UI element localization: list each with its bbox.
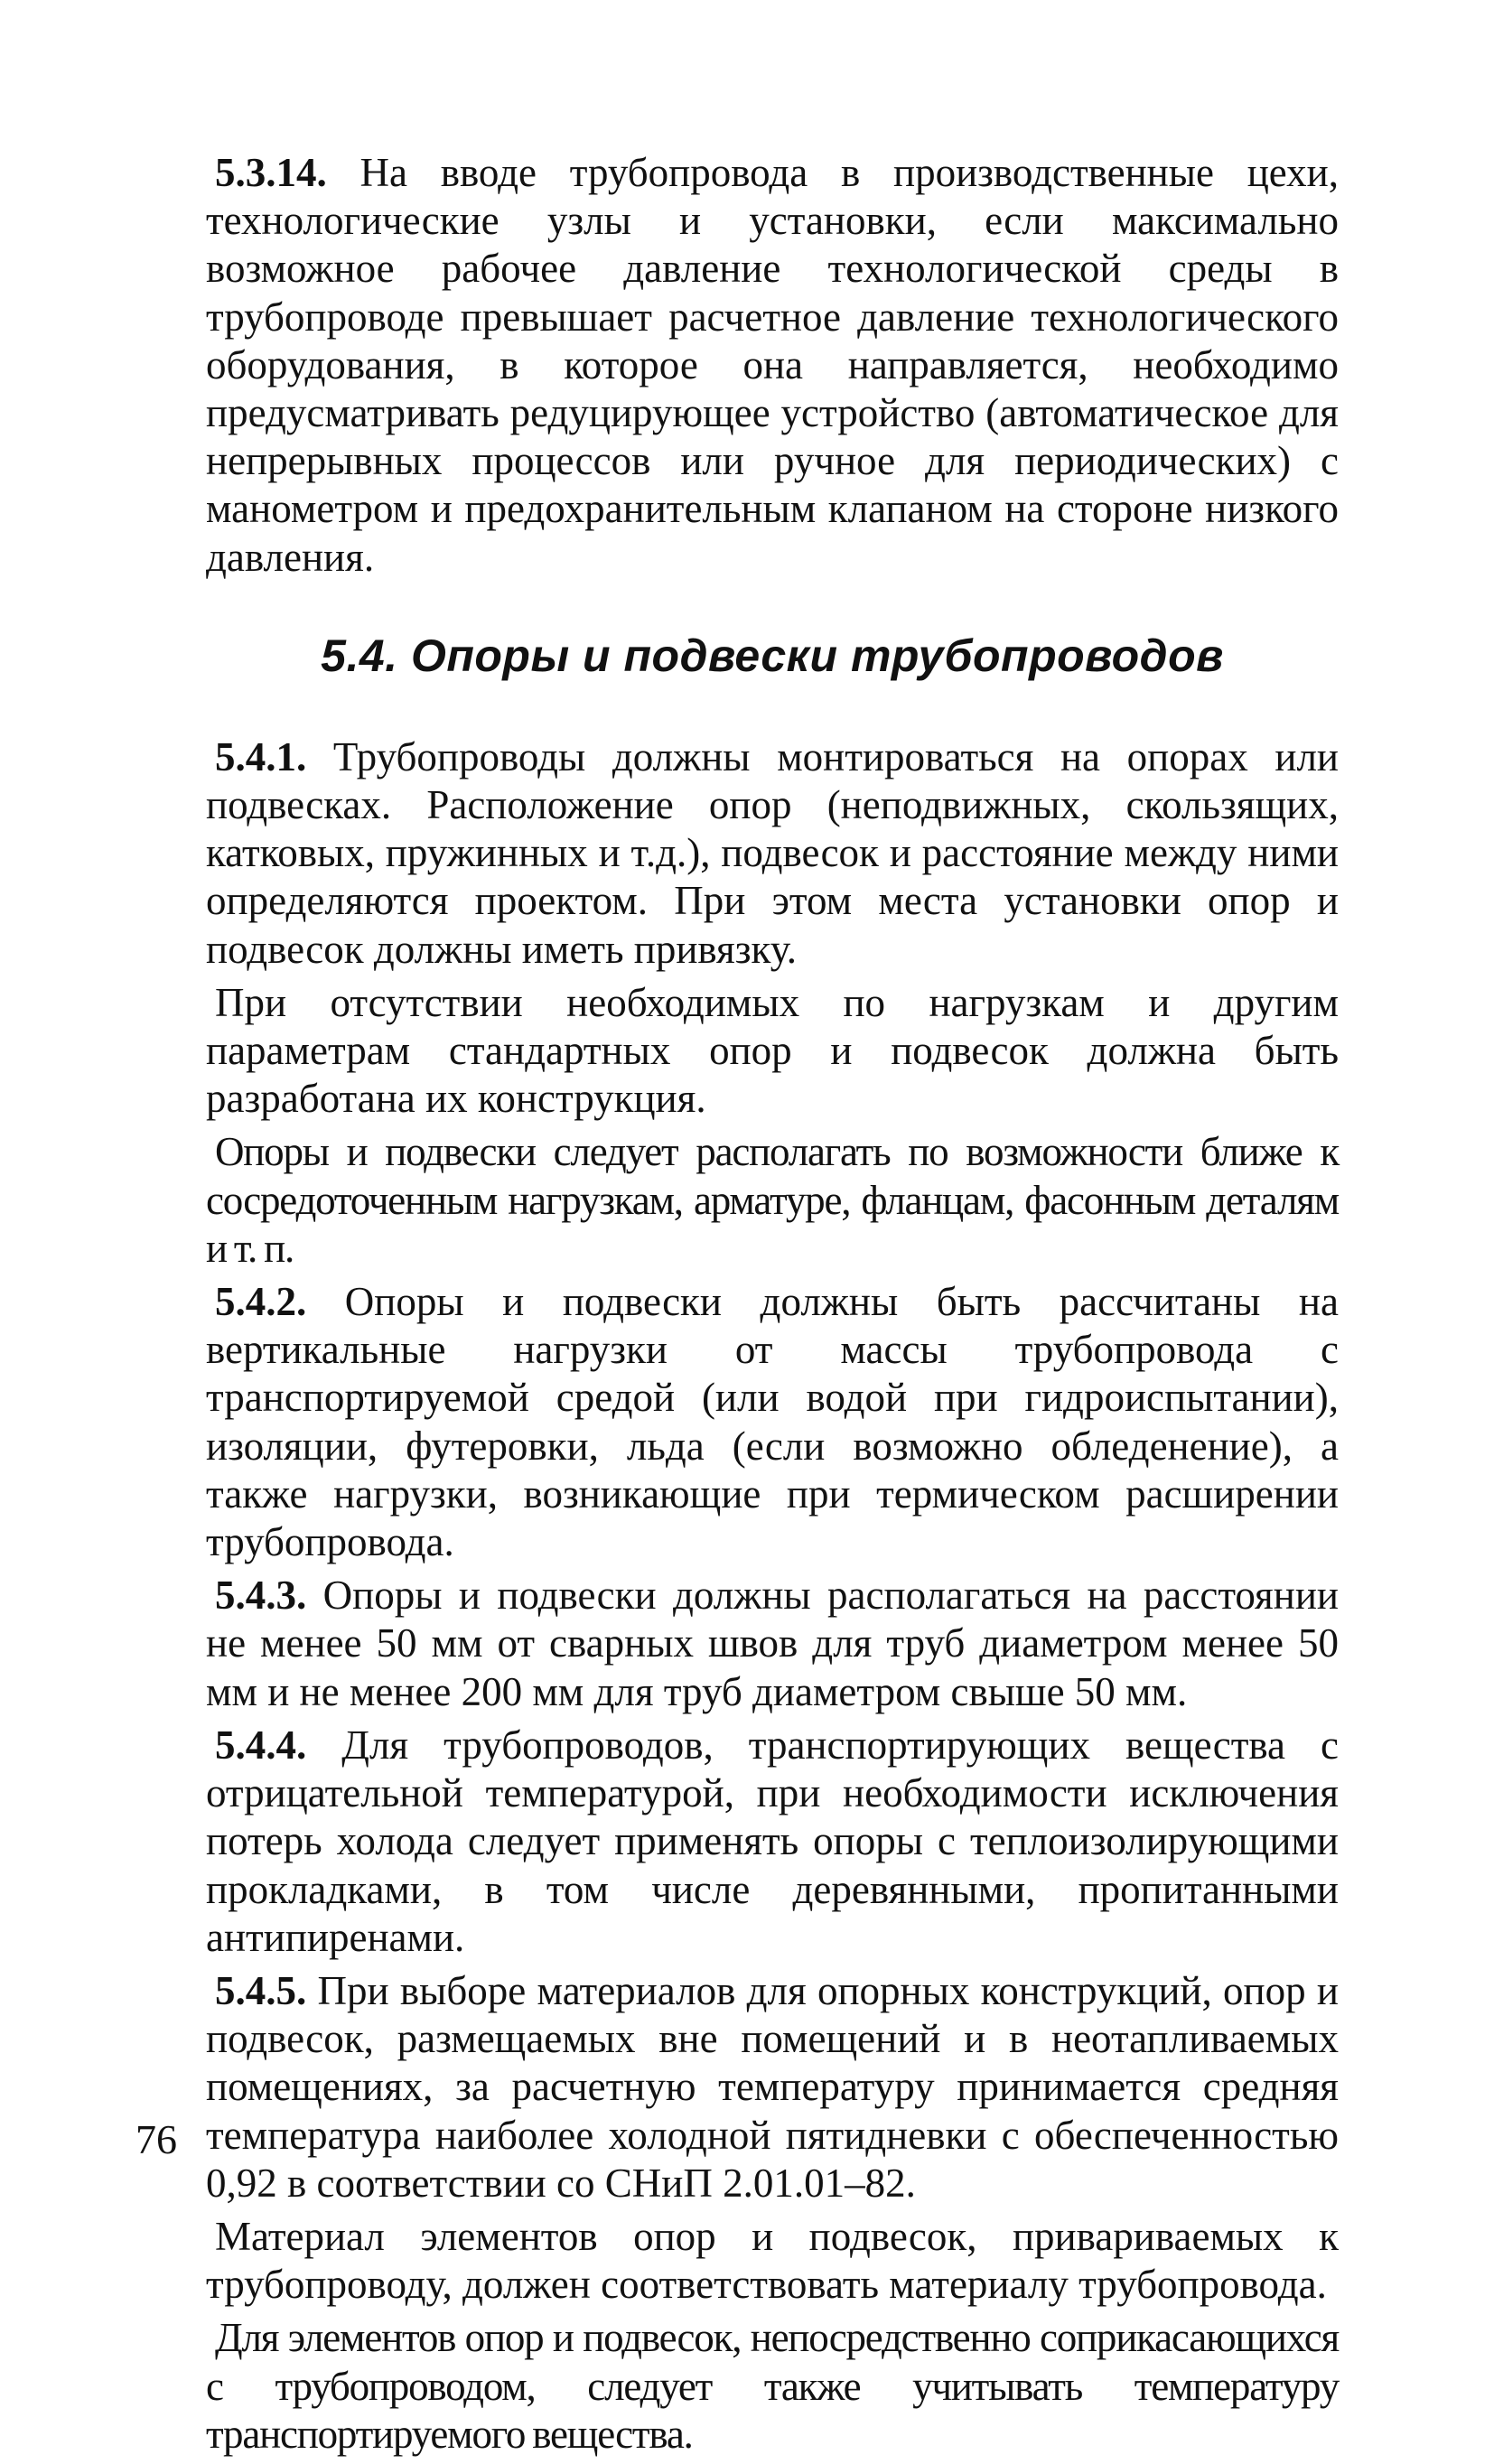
paragraph-text: Опоры и подвески должны быть рассчитаны на вертикальные нагрузки от массы трубопровода с транспортируемой средой (или водой при гидроиспытании), изоляции, футеровки, льда (если возможно обледенение), а также нагрузки, возникающие при термическом расширении трубопровода. [206, 1279, 1339, 1565]
paragraph-5-4-1-c: Опоры и подвески следует располагать по возможности ближе к сосредоточенным нагрузкам, арматуре, фланцам, фасонным деталям и т. п. [206, 1129, 1339, 1271]
paragraph-text: Для трубопроводов, транспортирующих вещества с отрицательной температурой, при необходимости исключения потерь холода следует применять опоры с теплоизолирующими прокладками, в том числе деревянными, пропитанными антипиренами. [206, 1722, 1339, 1960]
clause-number: 5.4.2. [215, 1279, 307, 1325]
paragraph-text: На вводе трубопровода в производственные цехи, технологические узлы и установки, если максимально возможное рабочее давление технологической среды в трубопроводе превышает расчетное давление технологического оборудования, в которое она направляется, необходимо предусматривать редуцирующее устройство (автоматическое для непрерывных процессов или ручное для периодических) с манометром и предохранительным клапаном на стороне низкого давления. [206, 150, 1339, 580]
paragraph-5-4-4 [206, 1722, 1339, 1962]
clause-number: 5.4.5. [215, 1967, 307, 2013]
paragraph-5-4-5-c: Для элементов опор и подвесок, непосредственно соприкасающихся с трубопроводом, следует также учитывать температуру транспортируемого вещества. [206, 2315, 1339, 2457]
page-number: 76 [135, 2116, 177, 2162]
paragraph-5-4-1 [206, 733, 1339, 974]
section-heading: 5.4. Опоры и подвески трубопроводов [321, 630, 1224, 681]
paragraph-5-4-5 [206, 1967, 1339, 2207]
clause-number: 5.3.14. [215, 150, 327, 195]
paragraph-text: Трубопроводы должны монтироваться на опорах или подвесках. Расположение опор (неподвижных, скользящих, катковых, пружинных и т.д.), подвесок и расстояние между ними определяются проектом. При этом места установки опор и подвесок должны иметь привязку. [206, 733, 1339, 972]
clause-number: 5.4.3. [215, 1573, 307, 1619]
paragraph-5-3-14 [206, 149, 1339, 582]
page-body [206, 149, 1339, 2464]
paragraph-5-4-2 [206, 1278, 1339, 1566]
paragraph-5-4-5-b: Материал элементов опор и подвесок, привариваемых к трубопроводу, должен соответствовать материалу трубопровода. [206, 2213, 1339, 2308]
paragraph-text: При выборе материалов для опорных конструкций, опор и подвесок, размещаемых вне помещений и в неотапливаемых помещениях, за расчетную температуру принимается средняя температура наиболее холодной пятидневки с обеспеченностью 0,92 в соответствии со СНиП 2.01.01–82. [206, 1967, 1339, 2206]
paragraph-5-4-3 [206, 1572, 1339, 1716]
paragraph-text: Опоры и подвески должны располагаться на расстоянии не менее 50 мм от сварных швов для труб диаметром менее 50 мм и не менее 200 мм для труб диаметром свыше 50 мм. [206, 1573, 1339, 1714]
clause-number: 5.4.1. [215, 733, 307, 779]
clause-number: 5.4.4. [215, 1722, 307, 1768]
paragraph-5-4-1-b: При отсутствии необходимых по нагрузкам и другим параметрам стандартных опор и подвесок должна быть разработана их конструкция. [206, 979, 1339, 1122]
